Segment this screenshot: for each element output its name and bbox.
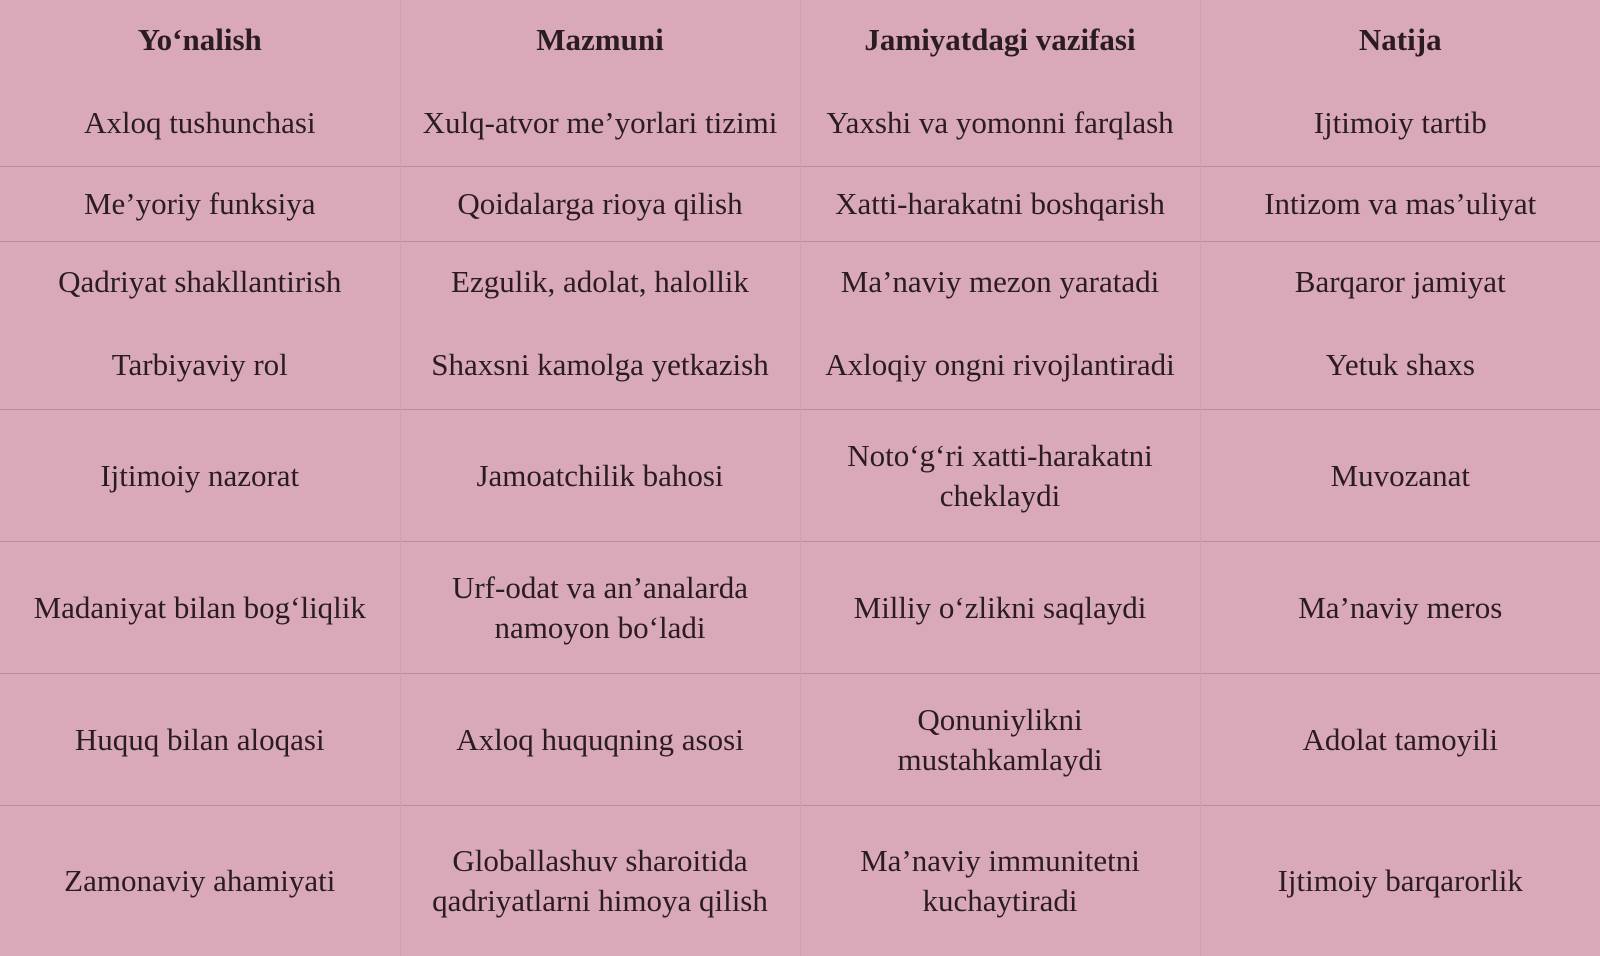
table-row [0, 167, 1600, 242]
table-cell: Tarbiyaviy rol [0, 321, 400, 410]
table-cell: Axloqiy ongni rivojlantiradi [800, 321, 1200, 410]
table-cell: Xulq-atvor me’yorlari tizimi [400, 80, 800, 167]
table-row [0, 674, 1600, 806]
table-cell: Axloq huquqning asosi [400, 674, 800, 806]
table-row [0, 242, 1600, 322]
table-cell: Ma’naviy meros [1200, 542, 1600, 674]
table-cell: Ma’naviy mezon yaratadi [800, 242, 1200, 322]
table-header-row [0, 0, 1600, 80]
header-direction: Yo‘nalish [0, 0, 400, 80]
table-cell: Axloq tushunchasi [0, 80, 400, 167]
header-social-function: Jamiyatdagi vazifasi [800, 0, 1200, 80]
table-cell: Adolat tamoyili [1200, 674, 1600, 806]
table-cell: Ijtimoiy nazorat [0, 410, 400, 542]
table-cell: Ma’naviy immunitetni kuchaytiradi [800, 806, 1200, 956]
table-cell: Yetuk shaxs [1200, 321, 1600, 410]
table-cell: Urf-odat va an’analarda namoyon bo‘ladi [400, 542, 800, 674]
table-cell: Ezgulik, adolat, halollik [400, 242, 800, 322]
table-cell: Qonuniylikni mustahkamlaydi [800, 674, 1200, 806]
table-row [0, 80, 1600, 167]
table-row [0, 321, 1600, 410]
table-row [0, 410, 1600, 542]
table-cell: Madaniyat bilan bog‘liqlik [0, 542, 400, 674]
table-cell: Barqaror jamiyat [1200, 242, 1600, 322]
table-row [0, 806, 1600, 956]
header-content: Mazmuni [400, 0, 800, 80]
table-cell: Qadriyat shakllantirish [0, 242, 400, 322]
table-cell: Zamonaviy ahamiyati [0, 806, 400, 956]
table-cell: Globallashuv sharoitida qadriyatlarni himoya qilish [400, 806, 800, 956]
table-cell: Shaxsni kamolga yetkazish [400, 321, 800, 410]
table-cell: Ijtimoiy tartib [1200, 80, 1600, 167]
table-cell: Ijtimoiy barqarorlik [1200, 806, 1600, 956]
table-cell: Xatti-harakatni boshqarish [800, 167, 1200, 242]
table-cell: Qoidalarga rioya qilish [400, 167, 800, 242]
table-cell: Yaxshi va yomonni farqlash [800, 80, 1200, 167]
table-cell: Muvozanat [1200, 410, 1600, 542]
header-result: Natija [1200, 0, 1600, 80]
table-cell: Intizom va mas’uliyat [1200, 167, 1600, 242]
table-cell: Milliy o‘zlikni saqlaydi [800, 542, 1200, 674]
table-cell: Huquq bilan aloqasi [0, 674, 400, 806]
table-cell: Jamoatchilik bahosi [400, 410, 800, 542]
table-cell: Noto‘g‘ri xatti-harakatni cheklaydi [800, 410, 1200, 542]
table-row [0, 542, 1600, 674]
table-cell: Me’yoriy funksiya [0, 167, 400, 242]
